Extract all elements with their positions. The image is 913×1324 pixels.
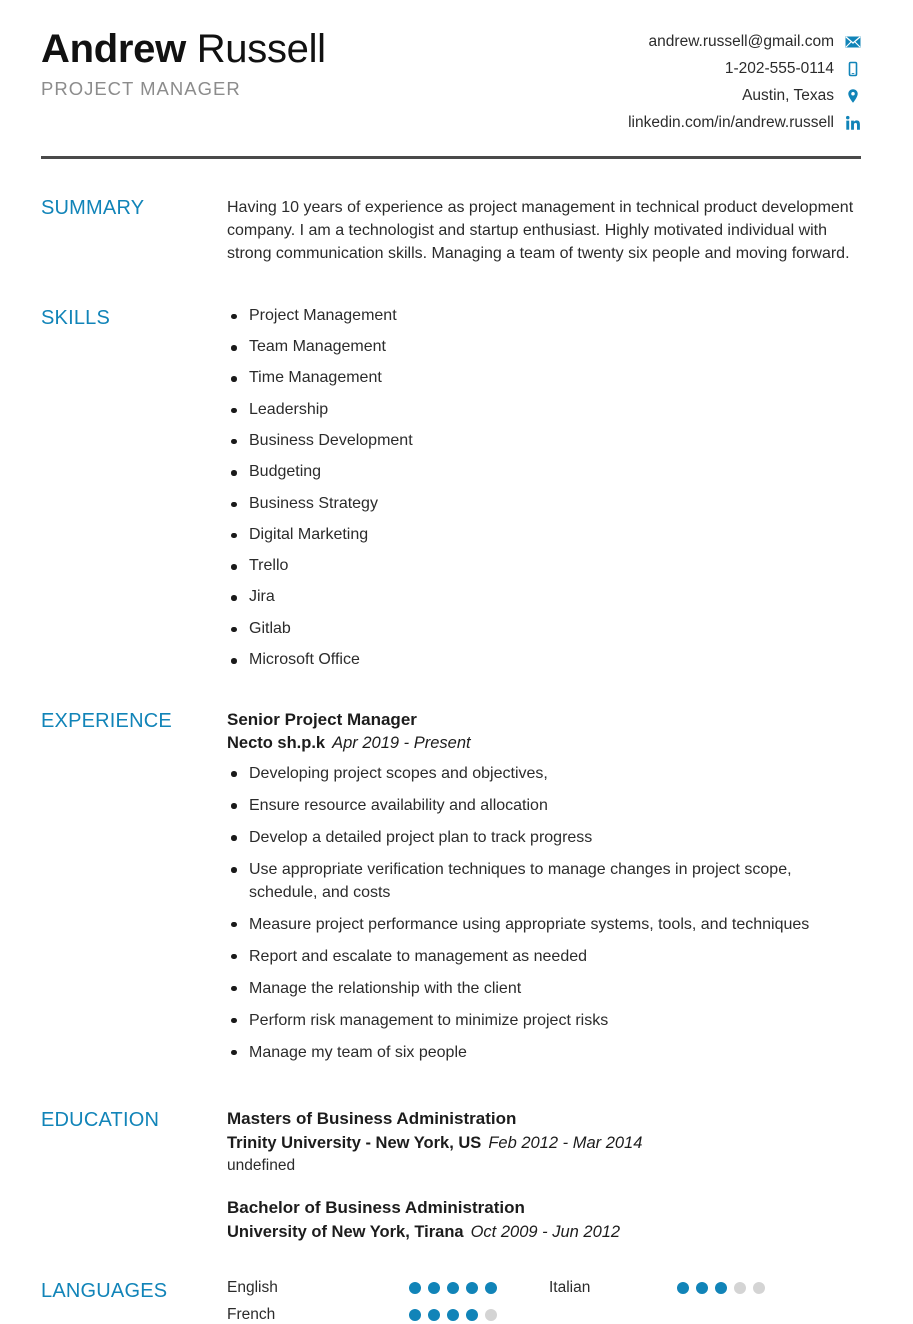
skill-item: Leadership (227, 400, 861, 421)
contact-location-text: Austin, Texas (742, 86, 834, 104)
job-company: Necto sh.p.k (227, 733, 326, 752)
experience-body (227, 709, 861, 1064)
education-school: University of New York, Tirana (227, 1223, 464, 1242)
summary-text: Having 10 years of experience as project management in technical product development company. I am a technologist and startup enthusiast. Highly motivated individual with strong communication skills. Managing a team of twenty six people and moving forward. (227, 198, 854, 263)
education-meta (227, 1221, 861, 1243)
skill-item: Budgeting (227, 462, 861, 483)
rating-dot-filled (409, 1309, 421, 1321)
identity-block (41, 26, 326, 100)
experience-entry (227, 709, 861, 1064)
skill-item: Time Management (227, 368, 861, 389)
contact-location (742, 86, 861, 107)
contact-linkedin[interactable] (628, 113, 861, 134)
skill-item: Digital Marketing (227, 525, 861, 546)
job-title: PROJECT MANAGER (41, 78, 241, 100)
education-degree: Bachelor of Business Administration (227, 1198, 525, 1218)
education-degree: Masters of Business Administration (227, 1108, 517, 1128)
first-name: Andrew (41, 27, 186, 71)
language-rating (409, 1309, 549, 1321)
skill-item: Team Management (227, 337, 861, 358)
education-body (227, 1108, 861, 1243)
education-dates: Feb 2012 - Mar 2014 (488, 1133, 643, 1152)
skill-item: Business Development (227, 431, 861, 452)
experience-section-label: EXPERIENCE (41, 709, 172, 732)
job-meta (227, 732, 861, 754)
skill-item: Business Strategy (227, 494, 861, 515)
rating-dot-filled (428, 1309, 440, 1321)
language-name: French (227, 1306, 276, 1324)
education-entry (227, 1108, 861, 1175)
job-bullet: Perform risk management to minimize project risks (227, 1010, 861, 1032)
education-school: Trinity University - New York, US (227, 1133, 482, 1152)
languages-grid (227, 1279, 861, 1324)
job-bullet: Ensure resource availability and allocation (227, 795, 861, 817)
education-section (0, 1108, 913, 1243)
education-section-label: EDUCATION (41, 1108, 160, 1131)
job-bullet: Develop a detailed project plan to track progress (227, 827, 861, 849)
mobile-phone-icon (844, 61, 861, 78)
last-name: Russell (196, 27, 326, 71)
header-divider (41, 156, 861, 159)
education-entry (227, 1197, 861, 1243)
job-bullet: Manage my team of six people (227, 1042, 861, 1064)
job-bullet-list (227, 763, 861, 1064)
skills-section (0, 306, 913, 671)
skill-item: Jira (227, 587, 861, 608)
linkedin-icon (844, 115, 861, 132)
skills-section-label: SKILLS (41, 306, 111, 329)
education-dates: Oct 2009 - Jun 2012 (470, 1223, 621, 1242)
rating-dot-empty (485, 1309, 497, 1321)
education-note: undefined (227, 1157, 296, 1175)
languages-section-label: LANGUAGES (41, 1280, 168, 1303)
languages-body (227, 1279, 861, 1324)
job-bullet: Developing project scopes and objectives, (227, 763, 861, 785)
job-bullet: Measure project performance using appropriate systems, tools, and techniques (227, 914, 861, 936)
skill-item: Project Management (227, 306, 861, 327)
resume-header (0, 0, 913, 134)
skills-body (227, 306, 861, 671)
contact-phone[interactable] (725, 59, 861, 80)
skills-list (227, 306, 861, 671)
education-meta (227, 1132, 861, 1154)
job-bullet: Use appropriate verification techniques to manage changes in project scope, schedule, and costs (227, 859, 861, 903)
skill-item: Gitlab (227, 619, 861, 640)
contact-email[interactable] (649, 32, 861, 53)
summary-section-label: SUMMARY (41, 196, 145, 219)
full-name (41, 28, 326, 71)
language-name: English (227, 1279, 278, 1297)
languages-section (0, 1279, 913, 1324)
location-pin-icon (844, 88, 861, 105)
summary-body (227, 196, 861, 266)
job-bullet: Report and escalate to management as needed (227, 946, 861, 968)
envelope-icon (844, 34, 861, 51)
language-name: Italian (549, 1279, 591, 1297)
contact-block (628, 26, 861, 134)
job-title-heading: Senior Project Manager (227, 709, 417, 729)
job-bullet: Manage the relationship with the client (227, 978, 861, 1000)
summary-section (0, 196, 913, 266)
contact-linkedin-text: linkedin.com/in/andrew.russell (628, 113, 834, 131)
skill-item: Trello (227, 556, 861, 577)
rating-dot-filled (466, 1309, 478, 1321)
rating-dot-filled (447, 1309, 459, 1321)
contact-phone-text: 1-202-555-0114 (724, 59, 834, 77)
job-dates: Apr 2019 - Present (332, 733, 471, 752)
experience-section (0, 709, 913, 1064)
skill-item: Microsoft Office (227, 650, 861, 671)
contact-email-text: andrew.russell@gmail.com (648, 33, 834, 50)
